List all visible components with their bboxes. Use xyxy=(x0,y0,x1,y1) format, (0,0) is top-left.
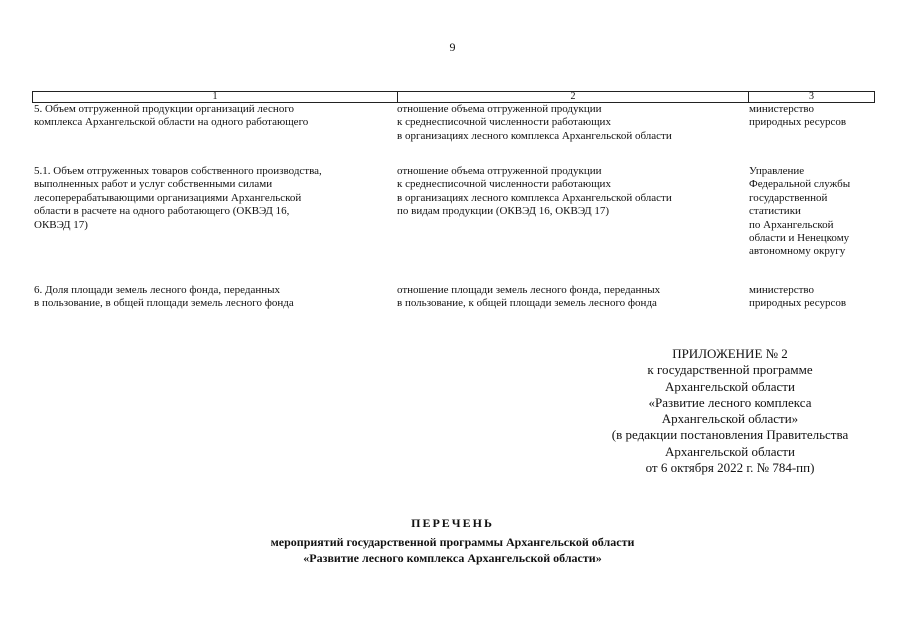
method-cell xyxy=(397,284,739,311)
indicator-line: 5. Объем отгруженной продукции организаций лесного xyxy=(34,103,295,115)
indicator-line: 5.1. Объем отгруженных товаров собственного производства, xyxy=(34,165,322,177)
source-line: статистики xyxy=(749,205,801,218)
list-subtitle-line: мероприятий государственной программы Архангельской области xyxy=(270,535,635,549)
column-header-table xyxy=(32,91,875,103)
column-header-2: 2 xyxy=(398,92,749,103)
appendix-line: Архангельской области» xyxy=(661,411,799,427)
indicator-line: области в расчете на одного работающего (ОКВЭД 16, xyxy=(34,205,290,218)
method-cell xyxy=(397,165,739,219)
source-line: природных ресурсов xyxy=(749,116,847,129)
method-line: отношение площади земель лесного фонда, переданных xyxy=(397,284,661,296)
source-cell xyxy=(749,103,877,130)
appendix-line: к государственной программе xyxy=(647,362,813,378)
appendix-line: (в редакции постановления Правительства xyxy=(611,427,849,443)
source-cell xyxy=(749,284,877,311)
source-cell xyxy=(749,165,877,259)
method-line: отношение объема отгруженной продукции xyxy=(397,165,602,177)
indicator-cell xyxy=(34,284,389,311)
source-line: министерство xyxy=(749,103,815,115)
source-line: Федеральной службы xyxy=(749,178,851,191)
indicator-line: ОКВЭД 17) xyxy=(34,218,88,231)
appendix-line: «Развитие лесного комплекса xyxy=(648,394,812,410)
method-line: в организациях лесного комплекса Архангельской области xyxy=(397,129,672,142)
indicator-cell xyxy=(34,165,389,232)
source-line: природных ресурсов xyxy=(749,297,847,310)
method-line: к среднесписочной численности работающих xyxy=(397,178,611,191)
appendix-line: Архангельской области xyxy=(665,378,795,394)
appendix-line: Архангельской области xyxy=(665,443,795,459)
list-subtitle-line: «Развитие лесного комплекса Архангельской области» xyxy=(303,551,602,565)
appendix-heading: ПРИЛОЖЕНИЕ № 2 xyxy=(672,346,788,361)
column-header-3: 3 xyxy=(749,92,875,103)
column-header-1: 1 xyxy=(33,92,398,103)
list-subtitle xyxy=(0,534,905,566)
page-number: 9 xyxy=(449,40,456,54)
appendix-line: от 6 октября 2022 г. № 784-пп) xyxy=(645,460,815,476)
method-line: к среднесписочной численности работающих xyxy=(397,116,611,129)
indicator-line: лесоперерабатывающими организациями Архангельской xyxy=(34,191,302,204)
method-cell xyxy=(397,103,739,143)
indicator-line: выполненных работ и услуг собственными силами xyxy=(34,178,273,191)
indicator-line: комплекса Архангельской области на одного работающего xyxy=(34,116,309,129)
indicator-cell xyxy=(34,103,389,130)
indicator-line: 6. Доля площади земель лесного фонда, переданных xyxy=(34,284,280,296)
appendix-block xyxy=(580,346,880,476)
method-line: в организациях лесного комплекса Архангельской области xyxy=(397,191,672,204)
source-line: по Архангельской xyxy=(749,218,834,231)
source-line: автономному округу xyxy=(749,245,846,258)
source-line: министерство xyxy=(749,284,815,296)
source-line: Управление xyxy=(749,165,805,177)
indicator-line: в пользование, в общей площади земель лесного фонда xyxy=(34,297,294,310)
method-line: отношение объема отгруженной продукции xyxy=(397,103,602,115)
source-line: государственной xyxy=(749,191,828,204)
list-title: ПЕРЕЧЕНЬ xyxy=(411,516,494,530)
source-line: области и Ненецкому xyxy=(749,232,850,245)
method-line: по видам продукции (ОКВЭД 16, ОКВЭД 17) xyxy=(397,205,610,218)
method-line: в пользование, к общей площади земель лесного фонда xyxy=(397,297,657,310)
